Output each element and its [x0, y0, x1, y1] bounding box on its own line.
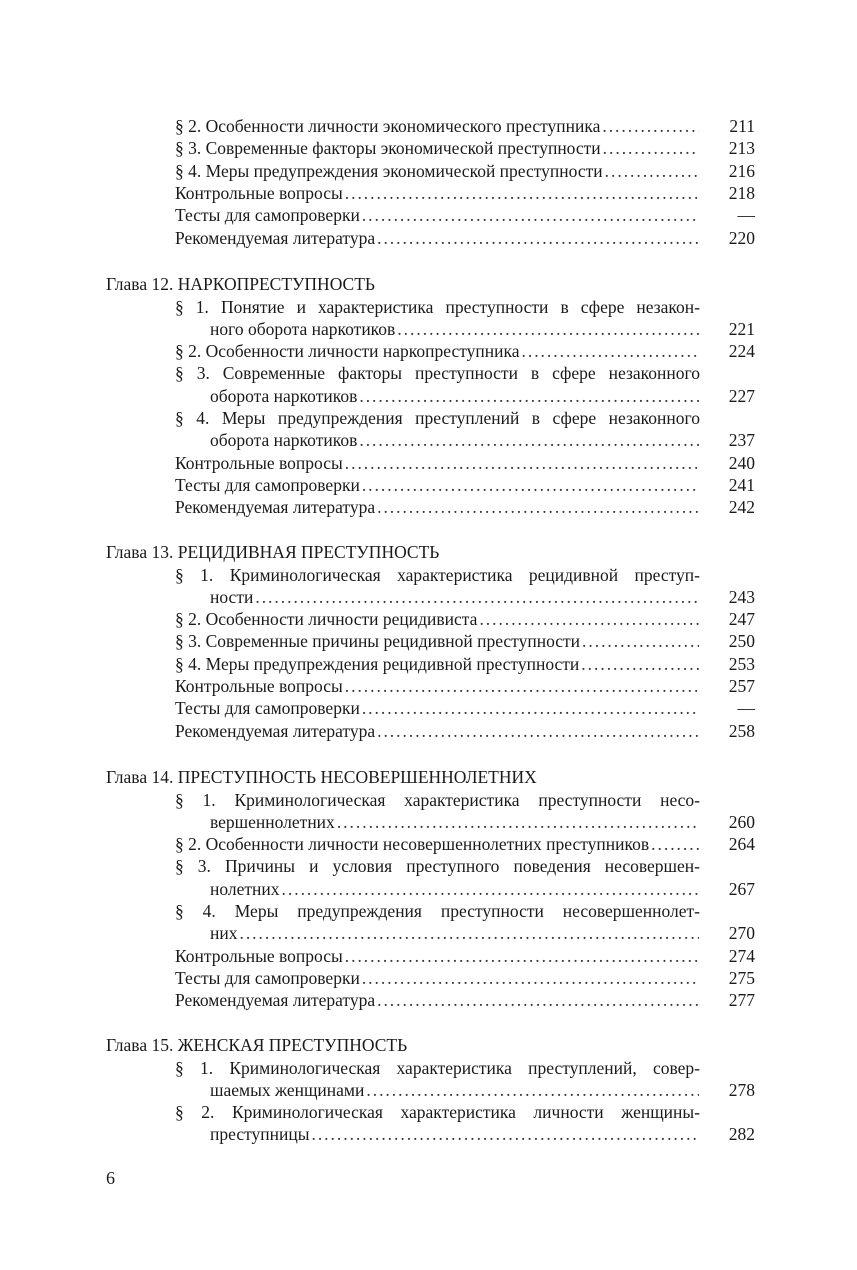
chapter-title[interactable]: Глава 13. РЕЦИДИВНАЯ ПРЕСТУПНОСТЬ [106, 542, 440, 562]
toc-entry-line [175, 945, 755, 967]
toc-entry[interactable] [175, 115, 755, 137]
toc-entry-line [175, 474, 755, 496]
toc-entry-title: оборота наркотиков [210, 385, 358, 406]
toc-page-number: 218 [728, 182, 755, 203]
toc-entry-title: нолетних [210, 878, 280, 899]
toc-entry-line [175, 675, 755, 697]
page-number: 6 [106, 1168, 115, 1188]
dot-leader [362, 967, 699, 989]
toc-entry[interactable] [175, 340, 755, 362]
dot-leader [377, 989, 699, 1011]
toc-entry-title: шаемых женщинами [210, 1079, 365, 1100]
toc-page-number: 264 [728, 834, 755, 855]
toc-entry-title: § 4. Меры предупреждения экономической преступности [175, 160, 603, 181]
toc-page-number: 258 [728, 720, 755, 741]
toc-page-number: 257 [728, 676, 755, 696]
toc-entry-title: Тесты для самопроверки [175, 474, 360, 495]
toc-page-number: 278 [728, 1079, 755, 1100]
toc-entry-title: Рекомендуемая литература [175, 227, 376, 248]
toc-entry[interactable] [175, 967, 755, 989]
toc-entry-line [175, 922, 755, 944]
toc-entry-title: Рекомендуемая литература [175, 720, 376, 741]
toc-entry-line [175, 429, 755, 451]
toc-entry-line [175, 452, 755, 474]
toc-entry-line: § 2. Криминологическая характеристика личности женщины- [175, 1102, 700, 1123]
dot-leader [651, 833, 699, 855]
toc-entry[interactable] [175, 855, 755, 900]
dot-leader [366, 1079, 699, 1101]
toc-entry[interactable] [175, 630, 755, 652]
toc-entry-line: § 3. Причины и условия преступного поведения несовершен- [175, 856, 700, 877]
toc-entry-line [175, 385, 755, 407]
toc-entry-line [175, 720, 755, 742]
toc-entry[interactable] [175, 789, 755, 834]
toc-entry-title: Контрольные вопросы [175, 676, 343, 696]
toc-entry-title: § 2. Особенности личности экономического преступника [175, 116, 601, 136]
toc-entry-line [175, 967, 755, 989]
toc-entry[interactable] [175, 675, 755, 697]
toc-entry-title: преступницы [210, 1124, 310, 1145]
toc-entry-title: ного оборота наркотиков [210, 318, 396, 339]
toc-page-number: — [737, 698, 755, 719]
toc-entry-title: § 2. Особенности личности несовершеннолетних преступников [175, 834, 650, 855]
toc-entry-line [175, 608, 755, 630]
toc-entry-title: Контрольные вопросы [175, 452, 343, 473]
dot-leader [255, 586, 699, 608]
dot-leader [359, 385, 699, 407]
toc-page-number: 250 [728, 631, 755, 652]
toc-entry-line [175, 137, 755, 159]
toc-entry-line [175, 340, 755, 362]
toc-entry-line [175, 630, 755, 652]
toc-page-number: 224 [728, 341, 755, 362]
toc-entry[interactable] [175, 137, 755, 159]
toc-entry[interactable] [175, 1101, 755, 1146]
toc-entry[interactable] [175, 227, 755, 249]
dot-leader [362, 204, 699, 226]
toc-page-number: 253 [728, 653, 755, 674]
toc-entry[interactable] [175, 362, 755, 407]
toc-entry-line [175, 1123, 755, 1145]
toc-entry[interactable] [175, 900, 755, 945]
toc-page-number: 282 [728, 1124, 755, 1145]
toc-entry[interactable] [175, 160, 755, 182]
toc-entry[interactable] [175, 653, 755, 675]
dot-leader [239, 922, 699, 944]
toc-entry[interactable] [175, 474, 755, 496]
toc-page-number: 260 [728, 811, 755, 832]
dot-leader [311, 1123, 699, 1145]
dot-leader [337, 811, 699, 833]
toc-entry-line [175, 182, 755, 204]
toc-entry-title: них [210, 923, 238, 944]
toc-entry-line: § 1. Криминологическая характеристика рецидивной преступ- [175, 564, 700, 585]
toc-entry[interactable] [175, 697, 755, 719]
toc-page-number: 247 [728, 609, 755, 630]
toc-entry-title: § 2. Особенности личности наркопреступника [175, 341, 520, 362]
toc-entry-line: § 1. Понятие и характеристика преступности в сфере незакон- [175, 296, 700, 317]
toc-entry[interactable] [175, 407, 755, 452]
toc-page-number: 275 [728, 967, 755, 988]
toc-page-number: 220 [728, 227, 755, 248]
dot-leader [603, 137, 699, 159]
toc-entry-line [175, 697, 755, 719]
dot-leader [605, 160, 699, 182]
toc-entry-title: § 2. Особенности личности рецидивиста [175, 609, 478, 630]
toc-page-number: 221 [728, 318, 755, 339]
toc-entry-title: Контрольные вопросы [175, 945, 343, 966]
toc-entry-line [175, 833, 755, 855]
chapter-title[interactable]: Глава 12. НАРКОПРЕСТУПНОСТЬ [106, 274, 375, 294]
dot-leader [345, 182, 699, 204]
dot-leader [377, 720, 699, 742]
toc-page-number: 211 [729, 116, 755, 136]
toc-page-number: — [737, 205, 755, 226]
toc-page-number: 237 [728, 430, 755, 451]
toc-page-number: 242 [728, 497, 755, 518]
toc-entry-line [175, 878, 755, 900]
toc-entry[interactable] [175, 296, 755, 341]
toc-entry[interactable] [175, 833, 755, 855]
toc-entry-line [175, 1079, 755, 1101]
dot-leader [397, 318, 699, 340]
toc-entry[interactable] [175, 1057, 755, 1102]
toc-entry-title: вершеннолетних [210, 811, 335, 832]
toc-entry-line: § 4. Меры предупреждения преступлений в сфере незаконного [175, 408, 700, 428]
toc-page-number: 267 [728, 878, 755, 899]
toc-entry-line [175, 811, 755, 833]
dot-leader [522, 340, 700, 362]
toc-entry[interactable] [175, 452, 755, 474]
toc-entry-title: Тесты для самопроверки [175, 967, 360, 988]
toc-entry-line [175, 115, 755, 137]
dot-leader [362, 474, 699, 496]
dot-leader [377, 227, 699, 249]
toc-entry[interactable] [175, 496, 755, 518]
toc-entry-title: ности [210, 586, 254, 607]
toc-entry-line [175, 160, 755, 182]
toc-page-number: 240 [728, 452, 755, 473]
toc-entry-line [175, 653, 755, 675]
toc-page-number: 241 [728, 474, 755, 495]
toc-page-number: 213 [728, 138, 755, 159]
toc-entry[interactable] [175, 945, 755, 967]
toc-entry-title: Тесты для самопроверки [175, 205, 360, 226]
dot-leader [359, 429, 699, 451]
toc-entry-title: Рекомендуемая литература [175, 990, 376, 1011]
dot-leader [602, 115, 699, 137]
toc-entry-line [175, 318, 755, 340]
toc-entry-title: Рекомендуемая литература [175, 497, 376, 518]
dot-leader [377, 496, 699, 518]
toc-entry[interactable] [175, 204, 755, 226]
toc-entry-title: § 3. Современные причины рецидивной преступности [175, 631, 581, 652]
dot-leader [345, 675, 699, 697]
toc-entry[interactable] [175, 989, 755, 1011]
toc-entry[interactable] [175, 564, 755, 609]
toc-entry-title: Контрольные вопросы [175, 182, 343, 203]
toc-entry-line: § 1. Криминологическая характеристика преступности несо- [175, 789, 700, 810]
toc-entry[interactable] [175, 720, 755, 742]
toc-page-number: 243 [728, 586, 755, 607]
dot-leader [479, 608, 699, 630]
toc-page-number: 277 [728, 990, 755, 1011]
toc-page-number: 227 [728, 385, 755, 406]
dot-leader [362, 697, 699, 719]
toc-entry-line: § 3. Современные факторы преступности в сфере незаконного [175, 363, 700, 384]
toc-entry-title: Тесты для самопроверки [175, 698, 360, 719]
dot-leader [282, 878, 699, 900]
dot-leader [345, 452, 699, 474]
toc-entry-line: § 1. Криминологическая характеристика преступлений, совер- [175, 1057, 700, 1078]
toc-page-number: 216 [728, 160, 755, 181]
toc-entry-line [175, 989, 755, 1011]
toc-entry-line [175, 227, 755, 249]
toc-entry-line [175, 204, 755, 226]
toc-entry-title: § 4. Меры предупреждения рецидивной преступности [175, 653, 580, 674]
dot-leader [582, 630, 699, 652]
toc-entry[interactable] [175, 182, 755, 204]
dot-leader [345, 945, 699, 967]
toc-page-number: 274 [728, 945, 755, 966]
toc-entry[interactable] [175, 608, 755, 630]
toc-entry-line [175, 496, 755, 518]
chapter-title[interactable]: Глава 14. ПРЕСТУПНОСТЬ НЕСОВЕРШЕННОЛЕТНИХ [106, 767, 537, 787]
toc-entry-title: оборота наркотиков [210, 430, 358, 451]
dot-leader [581, 653, 699, 675]
chapter-title[interactable]: Глава 15. ЖЕНСКАЯ ПРЕСТУПНОСТЬ [106, 1035, 408, 1055]
toc-entry-line [175, 586, 755, 608]
toc-entry-title: § 3. Современные факторы экономической преступности [175, 138, 601, 159]
toc-page-number: 270 [728, 923, 755, 944]
toc-entry-line: § 4. Меры предупреждения преступности несовершеннолет- [175, 901, 700, 921]
